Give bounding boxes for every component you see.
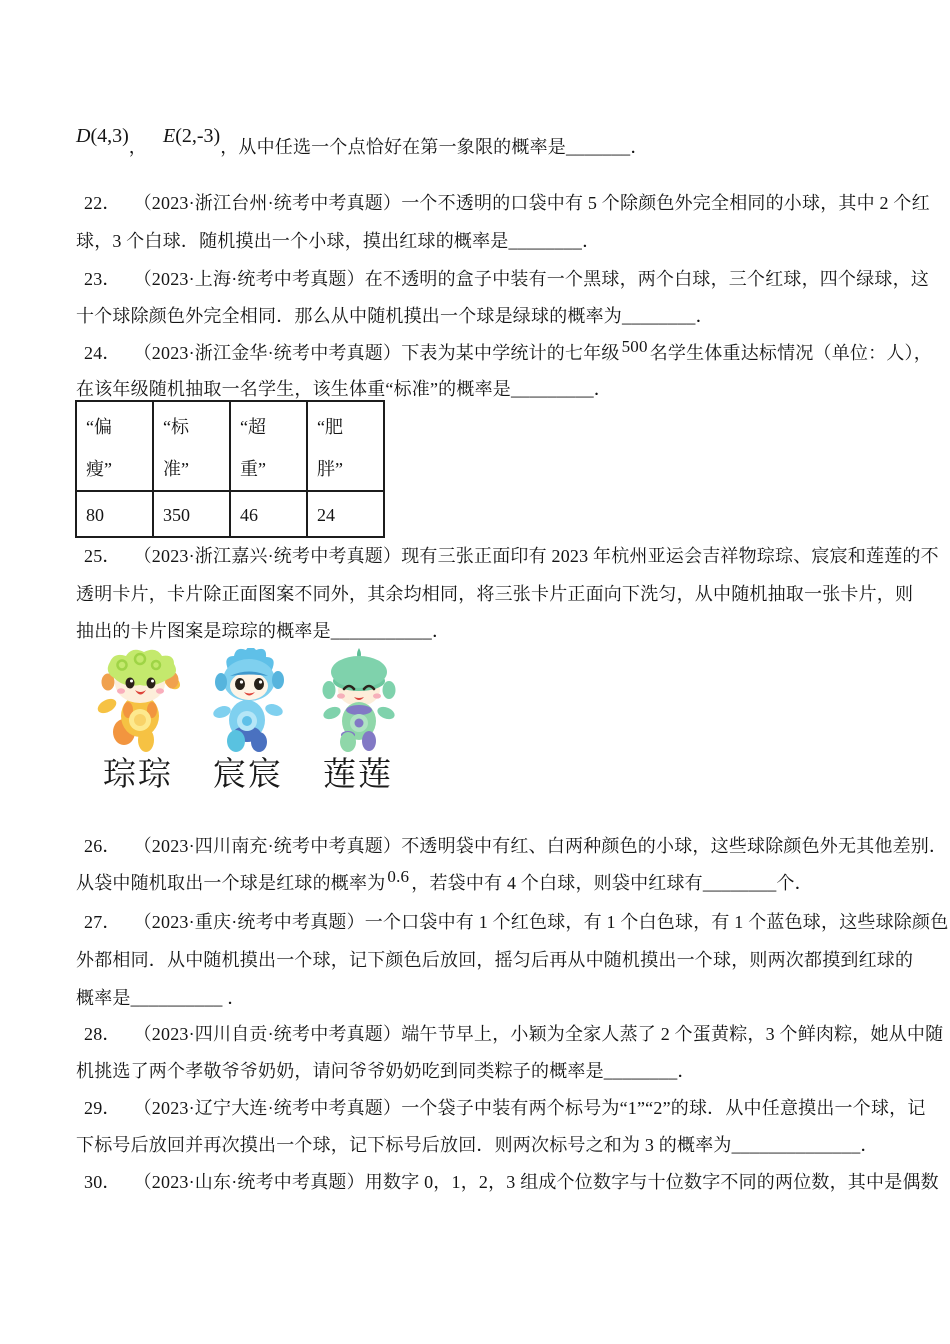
mascot-lianlian-image [308,648,408,754]
question-30-number: 30． [84,1172,121,1192]
question-29-text: （2023·辽宁大连·统考中考真题）一个袋子中装有两个标号为“1”“2”的球．从中任意摸出一个球，记 [133,1098,926,1118]
question-24-text: （2023·浙江金华·统考中考真题）下表为某中学统计的七年级 [133,343,620,363]
question-24-number: 24． [84,343,121,363]
question-29-text: 下标号后放回并再次摸出一个球，记下标号后放回．则两次标号之和为 3 的概率为______________． [76,1135,879,1155]
question-27-line-2 [76,947,913,973]
table-header-cell [76,401,153,491]
question-29-number: 29． [84,1098,121,1118]
table-value-cell: 24 [307,491,384,537]
weight-status-table [75,400,385,538]
question-29-line-2 [76,1132,879,1158]
intro-text: ，从中任选一个点恰好在第一象限的概率是_______． [220,137,649,157]
question-27-line-3 [76,985,246,1011]
header-text: 重” [240,459,266,479]
question-22-text: 球，3 个白球．随机摸出一个小球，摸出红球的概率是________． [76,231,601,251]
question-26-line-2 [76,867,813,897]
intro-line [76,125,649,160]
question-24-text: 名学生体重达标情况（单位：人）， [649,343,932,363]
table-header-cell [307,401,384,491]
mascot-chenchen [198,648,298,794]
question-30-text: （2023·山东·统考中考真题）用数字 0，1，2，3 组成个位数字与十位数字不同的两位数，其中是偶数 [133,1172,939,1192]
question-23-text: 十个球除颜色外完全相同．那么从中随机摸出一个球是绿球的概率为________． [76,306,714,326]
question-27-text: 外都相同．从中随机摸出一个球，记下颜色后放回，摇匀后再从中随机摸出一个球，则两次都摸到红球的 [76,950,914,970]
table-header-row [76,401,384,491]
mascots-figure [88,648,408,794]
header-text: “偏 [86,417,112,437]
question-27-line-1 [84,909,948,935]
mascot-chenchen-image [198,648,298,754]
question-27-text: （2023·重庆·统考中考真题）一个口袋中有 1 个红色球，有 1 个白色球，有 1 个蓝色球，这些球除颜色 [133,912,949,932]
question-25-text: 抽出的卡片图案是琮琮的概率是___________． [76,621,451,641]
question-26-text: ，若袋中有 4 个白球，则袋中红球有________个． [411,873,813,893]
question-25-text: 透明卡片，卡片除正面图案不同外，其余均相同，将三张卡片正面向下洗匀，从中随机抽取一张卡片，则 [76,584,914,604]
comma-separator: ， [128,137,147,157]
header-text: 胖” [317,459,343,479]
math-500: 500 [621,337,648,356]
question-28-text: 机挑选了两个孝敬爷爷奶奶，请问爷爷奶奶吃到同类粽子的概率是________． [76,1061,696,1081]
question-25-text: （2023·浙江嘉兴·统考中考真题）现有三张正面印有 2023 年杭州亚运会吉祥物琮琮、宸宸和莲莲的不 [133,546,939,566]
header-text: 瘦” [86,459,112,479]
question-23-text: （2023·上海·统考中考真题）在不透明的盒子中装有一个黑球，两个白球，三个红球，四个绿球，这 [133,269,929,289]
question-26-text: 从袋中随机取出一个球是红球的概率为 [76,873,386,893]
question-23-line-1 [84,266,929,292]
question-22-number: 22． [84,193,121,213]
mascot-lianlian [308,648,408,794]
question-26-text: （2023·四川南充·统考中考真题）不透明袋中有红、白两种颜色的小球，这些球除颜色外无其他差别． [133,836,948,856]
question-27-text: 概率是__________ ． [76,988,246,1008]
question-28-text: （2023·四川自贡·统考中考真题）端午节早上，小颖为全家人蒸了 2 个蛋黄粽，3 个鲜肉粽，她从中随 [133,1024,944,1044]
header-text: “肥 [317,417,343,437]
question-28-number: 28． [84,1024,121,1044]
question-25-line-3 [76,618,450,644]
math-point-e-var: E [162,125,176,147]
question-22-line-1 [84,190,930,216]
header-text: 准” [163,459,189,479]
question-24-text: 在该年级随机抽取一名学生，该生体重“标准”的概率是_________． [76,379,612,399]
question-29-line-1 [84,1095,926,1121]
math-point-e-args: (2,-3) [175,125,221,147]
header-text: “超 [240,417,266,437]
mascot-congcong [88,648,188,794]
question-27-number: 27． [84,912,121,932]
mascot-congcong-label: 琮琮 [103,757,173,793]
table-header-cell [230,401,307,491]
question-22-text: （2023·浙江台州·统考中考真题）一个不透明的口袋中有 5 个除颜色外完全相同的小球，其中 2 个红 [133,193,930,213]
question-28-line-2 [76,1058,696,1084]
math-point-d-var: D [76,125,91,147]
question-23-line-2 [76,303,714,329]
table-value-cell: 46 [230,491,307,537]
question-25-number: 25． [84,546,121,566]
table-header-cell [153,401,230,491]
question-24-line-2 [76,376,612,402]
question-30-line-1 [84,1169,939,1195]
question-22-line-2 [76,228,600,254]
math-0-6: 0.6 [387,867,410,886]
question-25-line-1 [84,543,939,569]
mascot-chenchen-label: 宸宸 [213,757,283,793]
question-23-number: 23． [84,269,121,289]
question-26-number: 26． [84,836,121,856]
table-value-cell: 350 [153,491,230,537]
question-24-line-1 [84,337,932,367]
header-text: “标 [163,417,189,437]
mascot-lianlian-label: 莲莲 [323,757,393,793]
question-26-line-1 [84,833,947,859]
mascot-congcong-image [88,648,188,754]
math-point-d-args: (4,3) [90,125,129,147]
table-value-row [76,491,384,537]
question-28-line-1 [84,1021,943,1047]
table-value-cell: 80 [76,491,153,537]
question-25-line-2 [76,581,913,607]
